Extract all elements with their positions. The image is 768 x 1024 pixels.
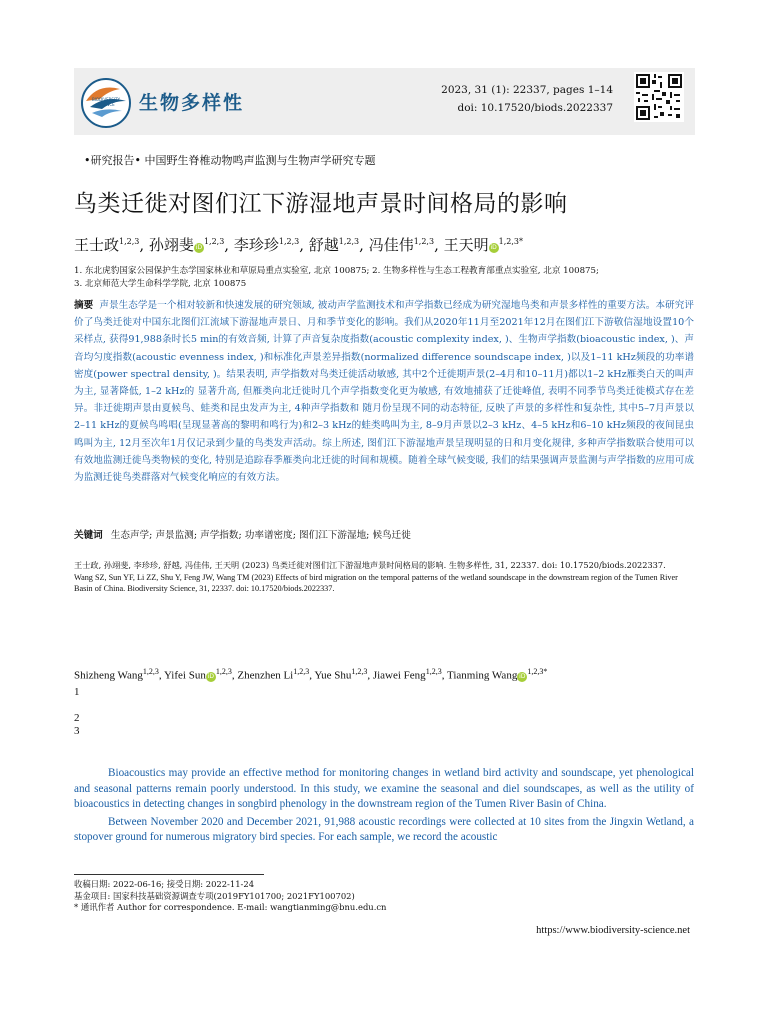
author-name: 冯佳伟: [368, 236, 414, 254]
journal-website-link[interactable]: https://www.biodiversity-science.net: [536, 925, 690, 936]
author-name: 王士政: [74, 236, 120, 254]
authors-english: Shizheng Wang$^{1,2,3}$, Yifei Sun iD$^{1,2,3}$, Zhenzhen Li$^{1,2,3}$, Yue Shu$^{1,2,3}$, Jiawei Feng$^{1,2,3}$, Tianming Wang $iD^{1,2,3*}$: [74, 667, 548, 682]
abstract-english: [74, 766, 694, 846]
citation-volume-pages: 2023, 31 (1): 22337, pages 1–14: [441, 84, 613, 96]
author-affiliation-sup: 1,2,3*: [527, 667, 548, 676]
author-name: Jiawei Feng: [372, 669, 426, 682]
footnote-funding: 基金项目: 国家科技基础资源调查专项(2019FY101700; 2021FY100702): [74, 890, 355, 901]
authors-chinese: 王士政$^{1,2,3}$, 孙翊斐 iD$^{1,2,3}$, 李珍珍$^{1,2,3}$, 舒越$^{1,2,3}$, 冯佳伟$^{1,2,3}$, 王天明 $iD^{1,2,3*}$: [74, 236, 523, 254]
abstract-paragraph: Bioacoustics may provide an effective method for monitoring changes in wetland bird activity and soundscape, yet phenological and seasonal patterns remain poorly understood. In this study, we examine the seasonal and diel soundscapes, as well as the utility of bioacoustics in detecting changes in songbird phenology in the downstream region of the Tumen River Basin of China.: [74, 767, 694, 811]
keywords-text: 生态声学; 声景监测; 声学指数; 功率谱密度; 图们江下游湿地; 候鸟迁徙: [110, 530, 411, 541]
author-affiliation-sup: 1,2,3: [413, 237, 435, 246]
abstract-chinese: [74, 297, 694, 486]
footnote-correspondence: * 通讯作者 Author for correspondence. E-mail: wangtianming@bnu.edu.cn: [74, 902, 387, 913]
author-affiliation-sup: 1,2,3: [425, 667, 442, 676]
citation-english: Wang SZ, Sun YF, Li ZZ, Shu Y, Feng JW, Wang TM (2023) Effects of bird migration on the temporal patterns of the wetland soundscape in the downstream region of the Tumen River Basin of China. Biodiversity Science, 31, 22337. doi: 10.17520/biods.2022337.: [74, 572, 678, 594]
affiliation-number: 2: [74, 712, 80, 724]
orcid-icon[interactable]: iD: [519, 672, 526, 680]
abstract-paragraph: Between November 2020 and December 2021, 91,988 acoustic recordings were collected at 10 sites from the Jingxin Wetland, a stopover ground for numerous migratory bird species. For each sample, we record the acoustic: [74, 815, 694, 844]
orcid-icon[interactable]: iD: [195, 244, 203, 251]
orcid-icon[interactable]: iD: [490, 244, 497, 251]
author-name: Shizheng Wang: [74, 669, 143, 682]
citation-doi: doi: 10.17520/biods.2022337: [457, 102, 613, 114]
orcid-icon[interactable]: iD: [207, 672, 214, 680]
author-affiliation-sup: 1,2,3: [142, 667, 159, 676]
abstract-text: 声景生态学是一个相对较新和快速发展的研究领域, 被动声学监测技术和声学指数已经成为研究湿地鸟类和声景多样性的重要方法。本研究评价了鸟类迁徙对中国东北图们江流域下游湿地声景日、月和季节变化的影响。我们从2020年11月至2021年12月在图们江下游敬信湿地设置10个采样点, 获得91,988条时长5 min的有效音频, 计算了声音复杂度指数(acoustic complexity index, )、生物声学指数(bioacoustic index, )、声音均匀度指数(acoustic evenness index, )和标准化声景差异指数(normalized difference soundscape index, )以及1–11 kHz频段的功率谱密度(power spectral density, )。结果表明, 声学指数对鸟类迁徙活动敏感, 其中2个迁徙期声景(2–4月和10–11月)都以1–2 kHz雁类白天的叫声为主, 显著降低, 1–2 kHz的 显著升高, 但雁类向北迁徙时几个声学指数变化更为敏感, 有效地捕获了迁徙峰值, 表明不同季节鸟类迁徙模式存在差异。非迁徙期声景由夏候鸟、蛙类和昆虫发声为主, 4种声学指数和 随月份呈现不同的动态特征, 反映了声景的多样性和复杂性, 其中5–7月声景以2–11 kHz的夏候鸟鸣唱(呈现显著高的黎明和鸣行为)和2–3 kHz的蛙类鸣叫为主, 8–9月声景以2–3 kHz、4–5 kHz和6–10 kHz频段的夜间昆虫鸣叫为主, 12月至次年1月仅记录到少量的鸟类发声活动。综上所述, 图们江下游湿地声景呈现明显的日和月变化规律, 多种声学指数联合使用可以有效地监测迁徙鸟类物候的变化, 特别是追踪春季雁类向北迁徙的时间和规模。随着全球气候变暖, 我们的结果强调声景监测与声学指数的应用可成为监测迁徙鸟类群落对气候变化响应的有效方法。: [74, 300, 695, 484]
keywords-label: 关键词: [74, 530, 103, 541]
article-title: 鸟类迁徙对图们江下游湿地声景时间格局的影响: [74, 191, 568, 217]
author-name: Tianming Wang: [447, 669, 518, 682]
footnotes: [74, 879, 386, 914]
article-series-label: •研究报告• 中国野生脊椎动物鸣声监测与生物声学研究专题: [84, 154, 376, 167]
journal-logo-text: 生物多样性: [139, 92, 245, 114]
author-affiliation-sup: 1,2,3: [119, 237, 140, 246]
author-name: 孙翊斐: [148, 236, 194, 254]
citation-chinese: 王士政, 孙翊斐, 李珍珍, 舒越, 冯佳伟, 王天明 (2023) 鸟类迁徙对图们江下游湿地声景时间格局的影响. 生物多样性, 31, 22337. doi: 10.17520/biods.2022337.: [74, 560, 666, 570]
affiliation-line: 1. 东北虎豹国家公园保护生态学国家林业和草原局重点实验室, 北京 100875; 2. 生物多样性与生态工程教育部重点实验室, 北京 100875;: [74, 266, 599, 276]
affiliation-number: 3: [74, 725, 80, 737]
author-affiliation-sup: 1,2,3: [338, 237, 360, 246]
author-name: 李珍珍: [233, 236, 279, 254]
author-affiliation-sup: 1,2,3: [293, 667, 310, 676]
abstract-label: 摘要: [74, 300, 94, 311]
keywords: [74, 527, 694, 541]
author-affiliation-sup: 1,2,3: [278, 237, 300, 246]
author-affiliation-sup: 1,2,3*: [498, 237, 523, 246]
affiliation-number: 1: [74, 686, 80, 698]
author-name: 王天明: [443, 236, 489, 254]
author-name: Yifei Sun: [163, 669, 206, 682]
author-affiliation-sup: 1,2,3: [215, 667, 232, 676]
affiliation-line: 3. 北京师范大学生命科学学院, 北京 100875: [74, 279, 247, 289]
author-affiliation-sup: 1,2,3: [351, 667, 368, 676]
author-name: 舒越: [308, 236, 339, 254]
author-name: Yue Shu: [314, 669, 352, 682]
author-affiliation-sup: 1,2,3: [203, 237, 225, 246]
author-name: Zhenzhen Li: [237, 669, 294, 682]
qr-code-icon[interactable]: [634, 72, 684, 122]
logo-ring-text: BIODIVERSITY SCIENCE: [92, 97, 120, 107]
footnote-divider: [74, 874, 264, 875]
footnote-dates: 收稿日期: 2022-06-16; 接受日期: 2022-11-24: [74, 879, 255, 889]
how-to-cite: [74, 560, 694, 595]
